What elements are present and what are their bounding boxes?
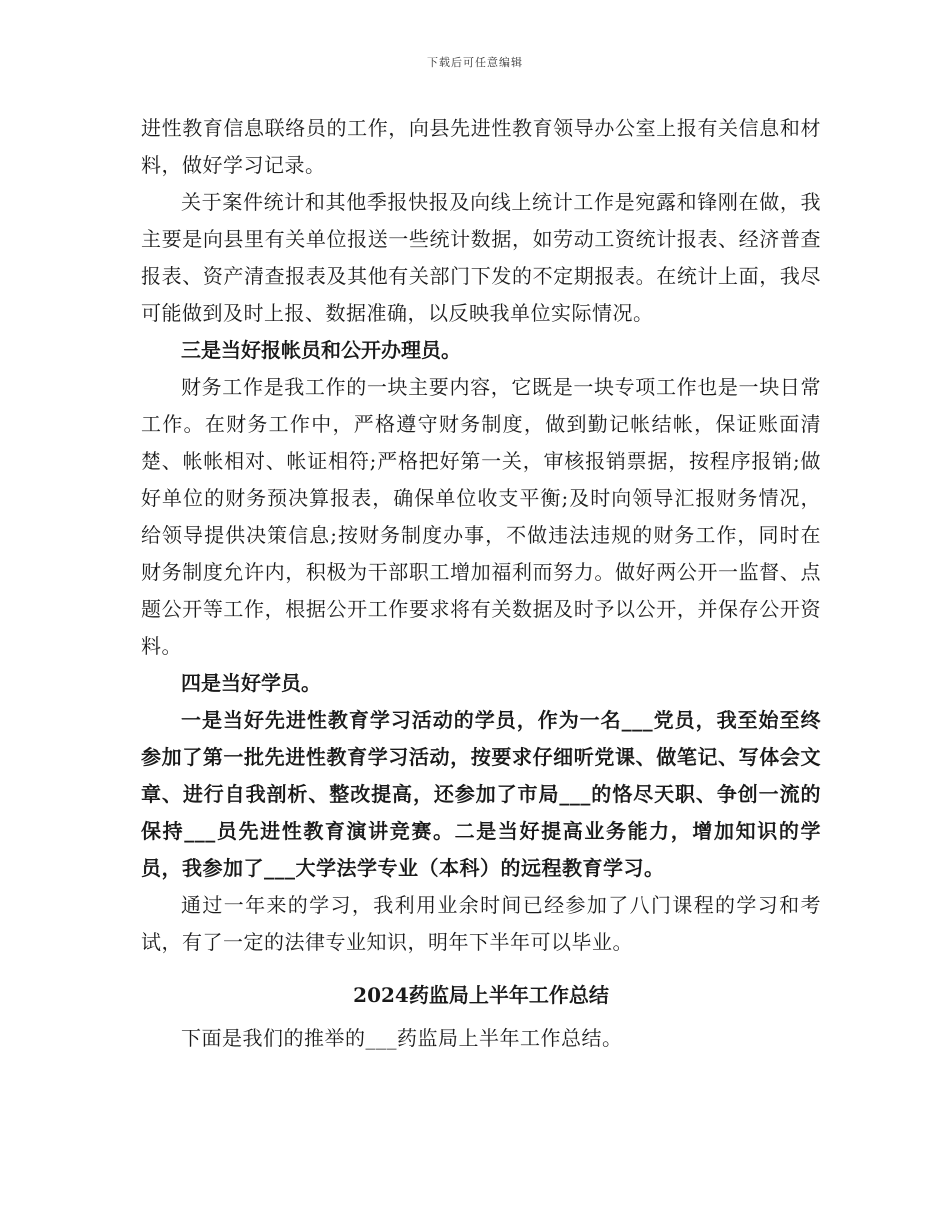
header-note: 下载后可任意编辑 [427, 56, 523, 69]
document-body [141, 110, 821, 1057]
paragraph-intro: 下面是我们的推举的___药监局上半年工作总结。 [181, 1026, 623, 1050]
paragraph-statistics: 关于案件统计和其他季报快报及向线上统计工作是宛露和锋刚在做，我主要是向县里有关单位报送一些统计数据，如劳动工资统计报表、经济普查报表、资产清查报表及其他有关部门下发的不定期报表。在统计上面，我尽可能做到及时上报、数据准确，以反映我单位实际情况。 [141, 190, 821, 325]
document-title: 2024药监局上半年工作总结 [353, 983, 609, 1007]
paragraph-study: 通过一年来的学习，我利用业余时间已经参加了八门课程的学习和考试，有了一定的法律专业知识，明年下半年可以毕业。 [141, 893, 821, 954]
paragraph-continuation: 进性教育信息联络员的工作，向县先进性教育领导办公室上报有关信息和材料，做好学习记录。 [141, 116, 821, 177]
paragraph-student: 一是当好先进性教育学习活动的学员，作为一名___党员，我至始至终参加了第一批先进性教育学习活动，按要求仔细听党课、做笔记、写体会文章、进行自我剖析、整改提高，还参加了市局___的恪尽天职、争创一流的保持___员先进性教育演讲竞赛。二是当好提高业务能力，增加知识的学员，我参加了___大学法学专业（本科）的远程教育学习。 [141, 708, 821, 880]
section-heading-four: 四是当好学员。 [181, 671, 321, 695]
paragraph-finance: 财务工作是我工作的一块主要内容，它既是一块专项工作也是一块日常工作。在财务工作中，严格遵守财务制度，做到勤记帐结帐，保证账面清楚、帐帐相对、帐证相符;严格把好第一关，审核报销票据，按程序报销;做好单位的财务预决算报表，确保单位收支平衡;及时向领导汇报财务情况，给领导提供决策信息;按财务制度办事，不做违法违规的财务工作，同时在财务制度允许内，积极为干部职工增加福利而努力。做好两公开一监督、点题公开等工作，根据公开工作要求将有关数据及时予以公开，并保存公开资料。 [141, 375, 821, 658]
section-heading-three: 三是当好报帐员和公开办理员。 [181, 338, 461, 362]
